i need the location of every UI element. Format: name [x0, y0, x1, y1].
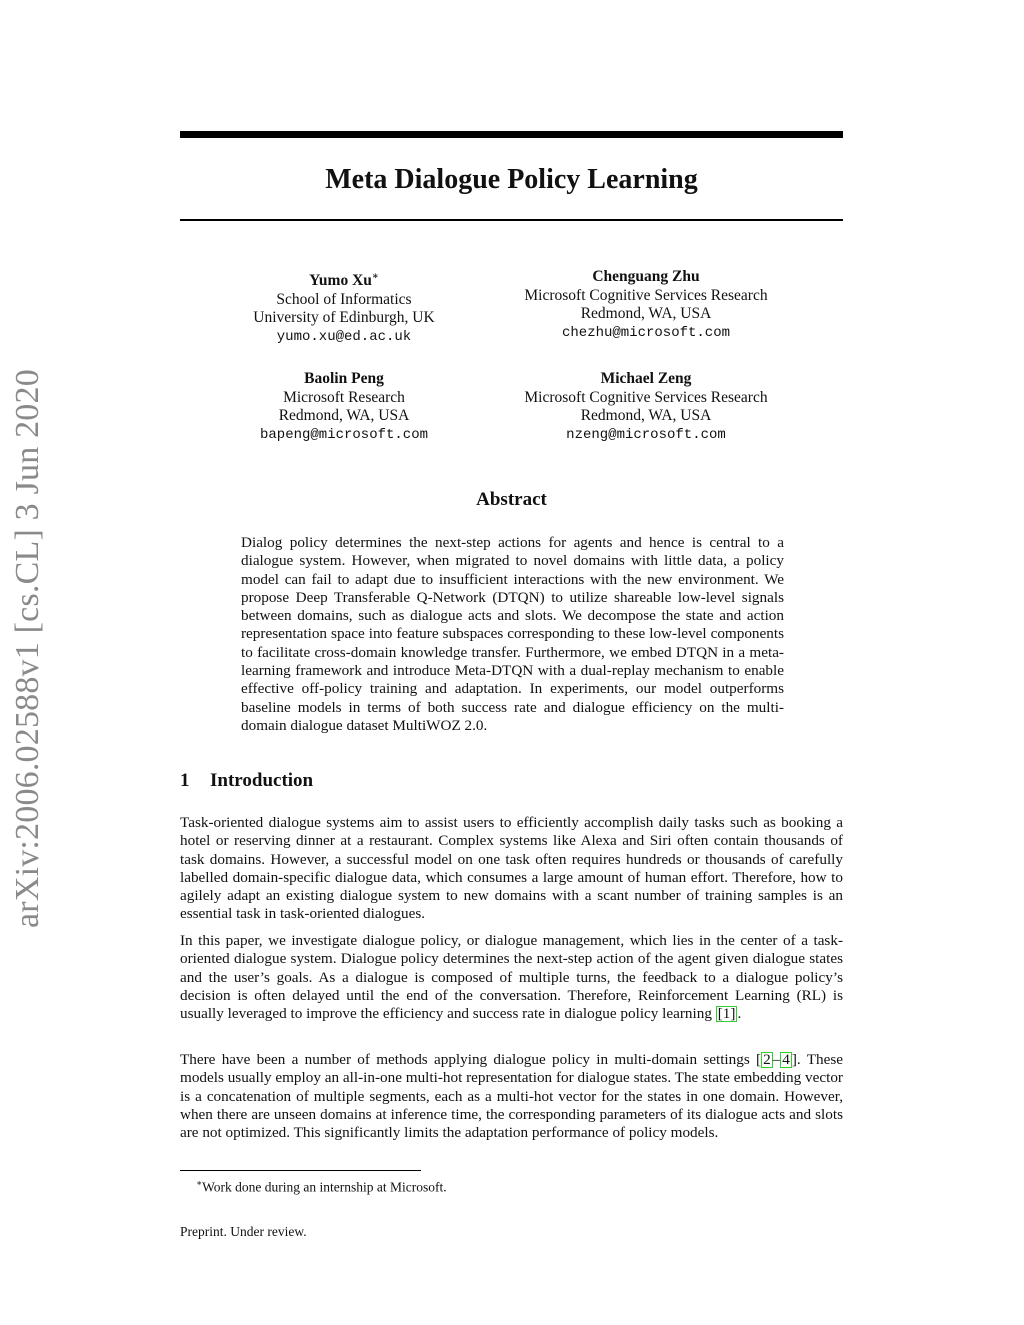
author-affiliation: University of Edinburgh, UK	[253, 309, 435, 327]
author-name: Yumo Xu∗	[309, 271, 379, 290]
footnote: ∗Work done during an internship at Microsoft.	[196, 1178, 447, 1195]
citation-link[interactable]: [1]	[717, 1005, 736, 1023]
footnote-rule	[180, 1170, 421, 1171]
author-name: Chenguang Zhu	[592, 268, 700, 285]
author-affiliation: Redmond, WA, USA	[580, 407, 712, 424]
author-affiliation: Microsoft Cognitive Services Research	[524, 286, 768, 304]
author-email[interactable]: bapeng@microsoft.com	[259, 426, 429, 443]
section-number: 1	[180, 770, 190, 791]
author-affiliation: Redmond, WA, USA	[278, 407, 410, 424]
author-name: Baolin Peng	[304, 370, 384, 387]
author-email[interactable]: yumo.xu@ed.ac.uk	[276, 328, 412, 345]
title-top-rule	[180, 131, 843, 138]
arxiv-side-stamp: arXiv:2006.02588v1 [cs.CL] 3 Jun 2020	[9, 369, 46, 928]
author-email[interactable]: chezhu@microsoft.com	[561, 324, 731, 341]
citation-link[interactable]: 2	[763, 1051, 771, 1068]
abstract-text: Dialog policy determines the next-step actions for agents and hence is central to a dialogue system. However, when migrated to novel domains with little data, a policy model can fail to adapt due to insufficient interactions with the new environment. We propose Deep Transferable Q-Network (DTQN) to utilize shareable low-level signals between domains, such as dialogue acts and slots. We decompose the state and action representation space into feature subspaces corresponding to these low-level components to facilitate cross-domain knowledge transfer. Furthermore, we embed DTQN in a meta-learning framework and introduce Meta-DTQN with a dual-replay mechanism to enable effective off-policy training and adaptation. In experiments, our model outperforms baseline models in terms of both success rate and dialogue efficiency on the multi-domain dialogue dataset MultiWOZ 2.0.	[241, 534, 784, 734]
author-affiliation: School of Informatics	[276, 290, 412, 308]
author-email[interactable]: nzeng@microsoft.com	[566, 426, 726, 443]
author-block-1	[194, 268, 494, 346]
abstract-heading: Abstract	[476, 489, 547, 510]
title-bottom-rule	[180, 219, 843, 221]
section-heading	[180, 770, 313, 792]
author-affiliation: Redmond, WA, USA	[580, 305, 712, 322]
author-affiliation: Microsoft Cognitive Services Research	[524, 388, 768, 406]
intro-paragraph-3: There have been a number of methods applying dialogue policy in multi-domain settings [ 2 – 4 ]. These models usually employ an all-in-one multi-hot representation for dialogue states. The state embedding vector is a concatenation of multiple segments, each as a multi-hot vector for the states in one domain. However, when there are unseen domains at inference time, the corresponding parameters of its dialogue acts and slots are not optimized. This significantly limits the adaptation performance of policy models.	[180, 1051, 843, 1142]
author-block-3	[194, 370, 494, 444]
author-affiliation: Microsoft Research	[283, 388, 405, 406]
section-title-text: Introduction	[210, 770, 314, 791]
preprint-notice: Preprint. Under review.	[180, 1224, 307, 1239]
intro-paragraph-2: In this paper, we investigate dialogue policy, or dialogue management, which lies in the center of a task-oriented dialogue system. Dialogue policy determines the next-step action of the agent given dialogue states and the user’s goals. As a dialogue is composed of multiple turns, the feedback to a dialogue policy’s decision is often delayed until the end of the conversation. Therefore, Reinforcement Learning (RL) is usually leveraged to improve the efficiency and success rate in dialogue policy learning [1] .	[180, 932, 843, 1023]
citation-link[interactable]: 4	[782, 1051, 790, 1068]
intro-paragraph-1: Task-oriented dialogue systems aim to assist users to efficiently accomplish daily tasks such as booking a hotel or reserving dinner at a restaurant. Complex systems like Alexa and Siri often contain thousands of task domains. However, a successful model on one task often requires hundreds or thousands of carefully labelled domain-specific dialogue data, which consumes a large amount of human effort. Therefore, how to agilely adapt an existing dialogue system to new domains with a scant number of training samples is an essential task in task-oriented dialogues.	[180, 814, 843, 923]
author-block-2	[496, 268, 796, 342]
author-name: Michael Zeng	[600, 370, 692, 387]
paper-title: Meta Dialogue Policy Learning	[325, 164, 698, 195]
author-block-4	[496, 370, 796, 444]
